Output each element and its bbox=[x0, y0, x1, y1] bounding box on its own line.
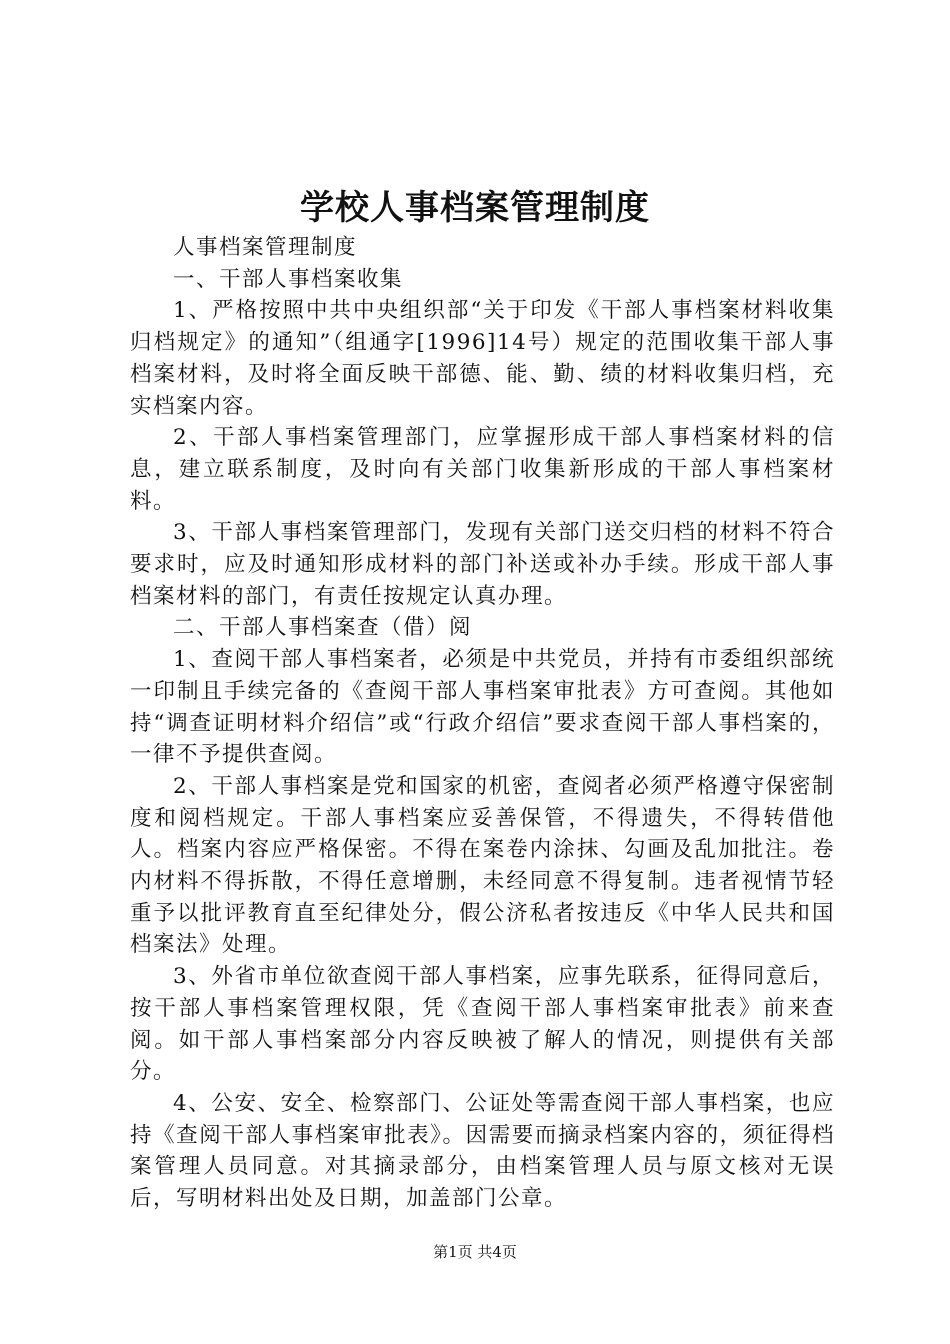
document-body bbox=[130, 232, 835, 1215]
section-heading-access: 二、干部人事档案查（借）阅 bbox=[173, 615, 473, 641]
paragraph-collection-3: 3、干部人事档案管理部门，发现有关部门送交归档的材料不符合要求时，应及时通知形成材料的部门补送或补办手续。形成干部人事档案材料的部门，有责任按规定认真办理。 bbox=[130, 520, 835, 609]
paragraph-collection-1: 1、严格按照中共中央组织部“关于印发《干部人事档案材料收集归档规定》的通知”（组通字[1996]14号）规定的范围收集干部人事档案材料，及时将全面反映干部德、能、勤、绩的材料收集归档，充实档案内容。 bbox=[130, 298, 835, 419]
paragraph-access-4: 4、公安、安全、检察部门、公证处等需查阅干部人事档案，也应持《查阅干部人事档案审批表》。因需要而摘录档案内容的，须征得档案管理人员同意。对其摘录部分，由档案管理人员与原文核对无误后，写明材料出处及日期，加盖部门公章。 bbox=[130, 1090, 835, 1212]
section-heading-collection: 一、干部人事档案收集 bbox=[173, 266, 404, 292]
paragraph-access-3: 3、外省市单位欲查阅干部人事档案，应事先联系，征得同意后，按干部人事档案管理权限，凭《查阅干部人事档案审批表》前来查阅。如干部人事档案部分内容反映被了解人的情况，则提供有关部分。 bbox=[130, 964, 835, 1085]
document-title: 学校人事档案管理制度 bbox=[300, 188, 650, 228]
paragraph-collection-2: 2、干部人事档案管理部门，应掌握形成干部人事档案材料的信息，建立联系制度，及时向有关部门收集新形成的干部人事档案材料。 bbox=[130, 425, 835, 514]
paragraph-access-1: 1、查阅干部人事档案者，必须是中共党员，并持有市委组织部统一印制且手续完备的《查阅干部人事档案审批表》方可查阅。其他如持“调查证明材料介绍信”或“行政介绍信”要求查阅干部人事档案的，一律不予提供查阅。 bbox=[130, 647, 835, 768]
page-number-footer: 第1页 共4页 bbox=[433, 1243, 517, 1261]
paragraph-access-2: 2、干部人事档案是党和国家的机密，查阅者必须严格遵守保密制度和阅档规定。干部人事档案应妥善保管，不得遗失，不得转借他人。档案内容应严格保密。不得在案卷内涂抹、勾画及乱加批注。卷内材料不得拆散，不得任意增删，未经同意不得复制。违者视情节轻重予以批评教育直至纪律处分，假公济私者按违反《中华人民共和国档案法》处理。 bbox=[130, 773, 835, 958]
paragraph-subtitle: 人事档案管理制度 bbox=[173, 235, 358, 260]
